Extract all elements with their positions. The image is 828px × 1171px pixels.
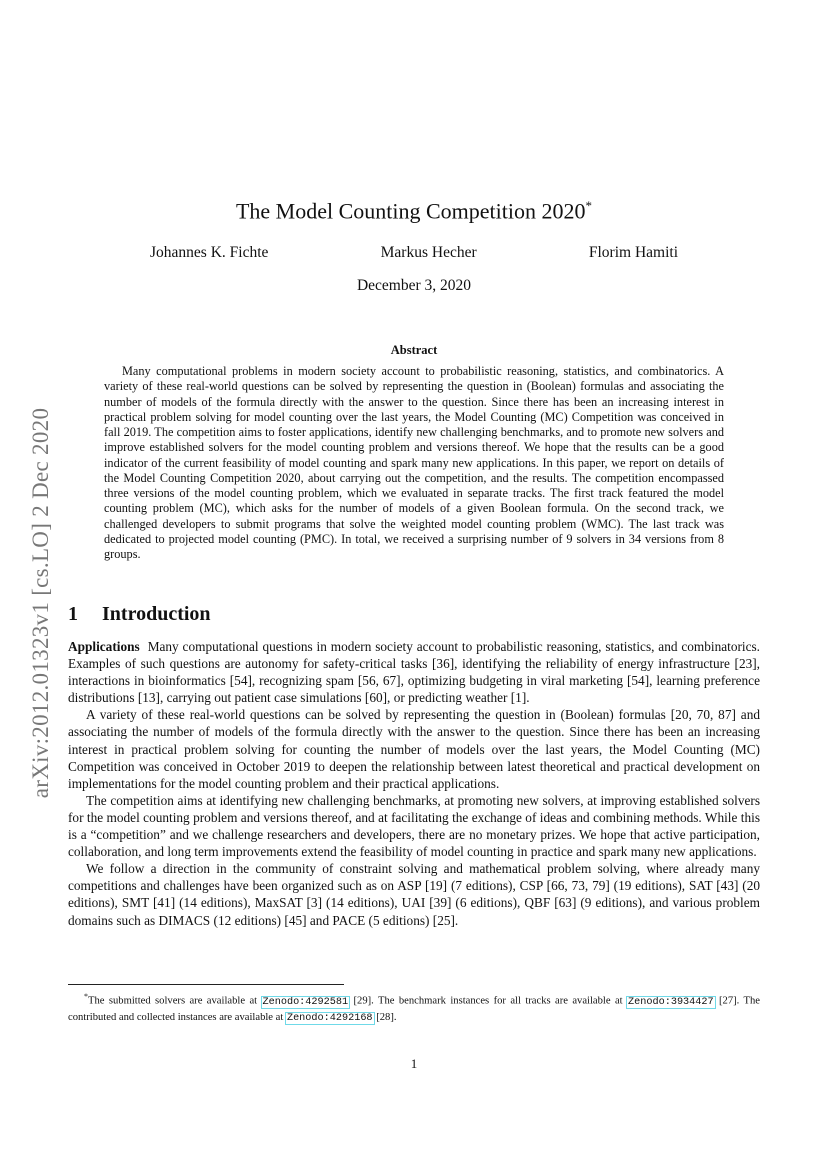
footnote-rule xyxy=(68,984,344,985)
abstract-heading: Abstract xyxy=(390,343,438,357)
title-footnote-mark[interactable]: * xyxy=(585,198,593,213)
author-name: Johannes K. Fichte xyxy=(150,244,269,261)
arxiv-identifier-text: arXiv:2012.01323v1 [cs.LO] 2 Dec 2020 xyxy=(28,407,53,799)
paragraph: We follow a direction in the community of constraint solving and mathematical problem solving, where already many competitions and challenges have been organized such as on ASP [19] (7 editions), CSP [66, 73, 79] (19 editions), SAT [43] (20 editions), SMT [41] (14 editions), MaxSAT [3] (14 editions), UAI [39] (6 editions), QBF [63] (9 editions), and various problem domains such as DIMACS (12 editions) [45] and PACE (5 editions) [25]. xyxy=(68,861,760,928)
footnote-text: [29]. The benchmark instances for all tracks are available at xyxy=(349,995,628,1007)
section-heading xyxy=(68,603,211,626)
abstract-text: Many computational problems in modern society account to probabilistic reasoning, statistics, and combinatorics. A variety of these real-world questions can be solved by representing the question in (Boolean) formulas and associating the number of models of the formula directly with the answer to the question. Since there has been an increasing interest in practical problem solving for model counting over the last years, the Model Counting (MC) Competition was conceived in fall 2019. The competition aims to foster applications, identify new challenging benchmarks, and to promote new solvers and improve established solvers for the model counting problem and versions thereof. We hope that the results can be a good indicator of the current feasibility of model counting and spark many new applications. In this paper, we report on details of the Model Counting Competition 2020, about carrying out the competition, and the results. The competition encompassed three versions of the model counting problem, which we evaluated in separate tracks. The first track featured the model counting problem (MC), which asks for the number of models of a given Boolean formula. On the second track, we challenged developers to submit programs that solve the weighted model counting problem (WMC). The last track was dedicated to projected model counting (PMC). In total, we received a surprising number of 9 solvers in 34 versions from 8 groups. xyxy=(104,364,724,561)
paper-title xyxy=(0,198,828,224)
paper-date: December 3, 2020 xyxy=(356,277,472,294)
zenodo-link-solvers[interactable]: Zenodo:4292581 xyxy=(262,996,349,1008)
footnote-mark: * xyxy=(84,992,88,1001)
section-body xyxy=(68,638,760,929)
paragraph-text: Many computational questions in modern society account to probabilistic reasoning, statistics, and combinatorics. Examples of such questions are autonomy for safety-critical tasks [36], identifying the reliability of energy infrastructure [23], interactions in bioinformatics [54], recognizing spam [56, 67], optimizing budgeting in viral marketing [54], learning preference distributions [13], carrying out patient case simulations [60], or predicting weather [1]. xyxy=(68,639,760,706)
paper-title-text: The Model Counting Competition 2020 xyxy=(235,198,586,224)
author-list xyxy=(150,244,678,266)
paragraph: A variety of these real-world questions can be solved by representing the question in (Boolean) formulas [20, 70, 87] and associating the number of models of the formula directly with the answer to the question. Since there has been an increasing interest in practical problem solving for counting the number of models over the last years, the Model Counting (MC) Competition was conceived in October 2019 to deepen the relationship between latest theoretical and practical development on implementations for the model counting problem and their practical applications. xyxy=(68,707,760,791)
footnote-text: [27]. The contributed and collected instances are available at xyxy=(68,995,761,1023)
footnote xyxy=(68,989,760,1026)
paragraph-heading: Applications xyxy=(68,639,140,654)
page-number: 1 xyxy=(410,1056,418,1071)
author-name: Markus Hecher xyxy=(380,244,477,261)
zenodo-link-benchmarks[interactable]: Zenodo:3934427 xyxy=(628,996,714,1008)
section-title: Introduction xyxy=(102,603,211,625)
section-number: 1 xyxy=(68,603,78,625)
footnote-text: The submitted solvers are available at xyxy=(88,995,262,1007)
arxiv-identifier-stamp xyxy=(10,368,72,838)
footnote-text: [28]. xyxy=(373,1011,397,1023)
paragraph: The competition aims at identifying new challenging benchmarks, at promoting new solvers, at improving established solvers for the model counting problem and versions thereof, and at facilitating the exchange of ideas and combining methods. While this is a “competition” and we challenge researchers and developers, there are no monetary prizes. We hope that active participation, collaboration, and long term improvements extend the feasibility of model counting in practice and spark many new applications. xyxy=(68,792,760,860)
zenodo-link-instances[interactable]: Zenodo:4292168 xyxy=(286,1012,373,1024)
paragraph-applications xyxy=(68,638,760,706)
author-name: Florim Hamiti xyxy=(588,244,678,261)
